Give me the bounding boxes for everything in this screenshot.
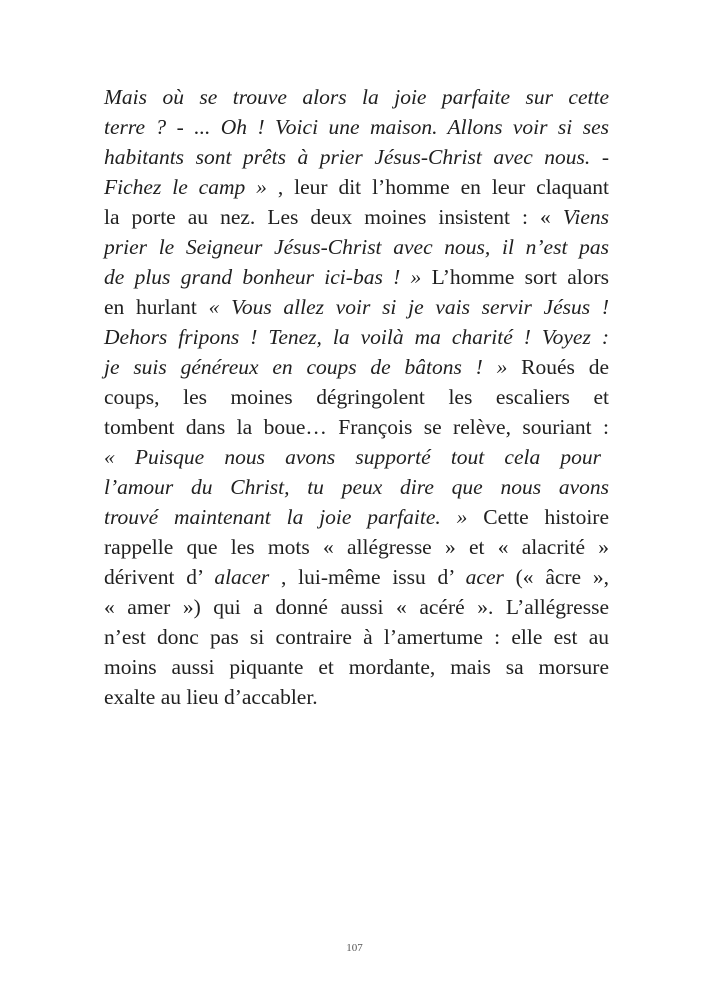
text-line [104,472,609,502]
text-line [104,592,609,622]
text-run: , leur dit l’homme en leur claquant [266,175,609,199]
text-run: Cette histoire [467,505,609,529]
text-line [104,442,609,472]
text-line [104,112,609,142]
text-run: dérivent d’ [104,565,215,589]
text-line [104,382,609,412]
text-line [104,562,609,592]
text-line [104,532,609,562]
text-run: (« âcre », [503,565,609,589]
text-run: coups, les moines dégringolent les escaliers et [104,385,609,409]
text-line [104,622,609,652]
italic-text-run: habitants sont prêts à prier Jésus-Christ avec nous. - [104,145,609,169]
text-run: rappelle que les mots « allégresse » et « alacrité » [104,535,609,559]
italic-text-run: l’amour du Christ, tu peux dire que nous avons [104,475,609,499]
text-run: exalte au lieu d’accabler. [104,685,318,709]
text-run: tombent dans la boue… François se relève, souriant : [104,415,609,439]
text-run: en hurlant [104,295,209,319]
text-line [104,82,609,112]
italic-text-run: Dehors fripons ! Tenez, la voilà ma charité ! Voyez : [104,325,609,349]
italic-text-run: Viens [562,205,609,229]
text-line [104,142,609,172]
text-run: , lui-même issu d’ [269,565,466,589]
italic-text-run: « Vous allez voir si je vais servir Jésus ! [208,295,609,319]
italic-text-run: de plus grand bonheur ici-bas ! » [104,265,422,289]
italic-text-run: alacer [214,565,270,589]
italic-text-run: Mais où se trouve alors la joie parfaite sur cette [104,85,609,109]
text-line [104,652,609,682]
text-run: la porte au nez. Les deux moines insistent : « [104,205,563,229]
italic-text-run: terre ? - ... Oh ! Voici une maison. Allons voir si ses [104,115,609,139]
text-line [104,502,609,532]
text-line [104,262,609,292]
italic-text-run: je suis généreux en coups de bâtons ! » [104,355,508,379]
text-line [104,352,609,382]
body-text [104,82,609,712]
text-line [104,172,609,202]
italic-text-run: « Puisque nous avons supporté tout cela pour [104,445,601,469]
text-line [104,412,609,442]
text-run: Roués de [507,355,609,379]
text-line [104,232,609,262]
text-line [104,322,609,352]
page-number: 107 [346,942,363,954]
text-line [104,682,609,712]
text-run: moins aussi piquante et mordante, mais sa morsure [104,655,609,679]
italic-text-run: Fichez le camp » [104,175,267,199]
text-run: L’homme sort alors [421,265,609,289]
italic-text-run: trouvé maintenant la joie parfaite. » [104,505,468,529]
text-line [104,292,609,322]
text-line [104,202,609,232]
italic-text-run: acer [465,565,504,589]
text-run: « amer ») qui a donné aussi « acéré ». L’allégresse [104,595,609,619]
italic-text-run: prier le Seigneur Jésus-Christ avec nous, il n’est pas [104,235,609,259]
text-run: n’est donc pas si contraire à l’amertume : elle est au [104,625,609,649]
